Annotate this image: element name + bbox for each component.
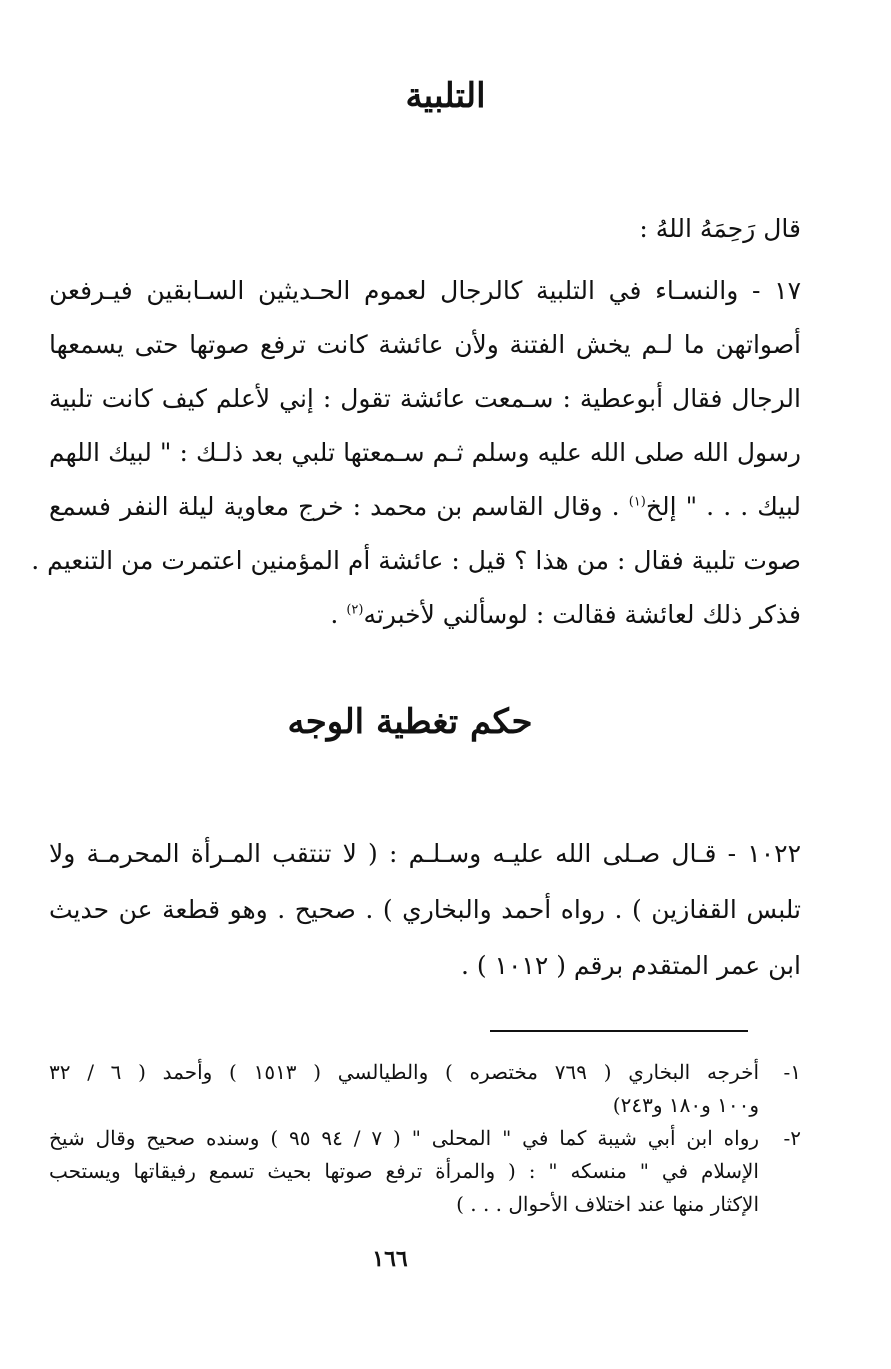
footnote-line: رواه ابن أبي شيبة كما في " المحلى " ( ٧ / ٩٤ ٩٥ ) وسنده صحيح وقال شيخ (49, 1126, 760, 1150)
paragraph-1022 (49, 826, 801, 994)
line-text: لبيك . . . " إلخ (645, 492, 801, 521)
paragraph-line: ١٧ - والنسـاء في التلبية كالرجال لعموم الحـديثين السـابقين فيـرفعن (49, 276, 801, 305)
paragraph-line (49, 480, 801, 534)
intro-line: قال رَحِمَهُ اللهُ : (639, 214, 801, 243)
footnote-number: ١- (783, 1060, 801, 1084)
footnote-ref-2: (٢) (346, 602, 364, 618)
paragraph-line (49, 588, 801, 642)
paragraph-17 (31, 264, 801, 642)
footnote-2 (49, 1122, 801, 1221)
section-title-talbiya: التلبية (405, 76, 486, 116)
paragraph-line: تلبس القفازين ) . رواه أحمد والبخاري ) . صحيح . وهو قطعة عن حديث (49, 895, 801, 924)
section-title-face-covering: حكم تغطية الوجه (287, 702, 533, 742)
paragraph-line: أصواتهن ما لـم يخش الفتنة ولأن عائشة كانت ترفع صوتها حتى يسمعها (49, 330, 801, 359)
footnote-1 (49, 1056, 801, 1122)
footnote-line: و١٠٠ و١٨٠ و٢٤٣) (612, 1093, 759, 1117)
paragraph-line: ابن عمر المتقدم برقم ( ١٠١٢ ) . (460, 951, 801, 980)
footnote-ref-1: (١) (628, 494, 646, 510)
footnote-number: ٢- (783, 1126, 801, 1150)
page-number: ١٦٦ (372, 1246, 408, 1272)
paragraph-line: ١٠٢٢ - قـال صـلى الله عليـه وسـلـم : ( لا تنتقب المـرأة المحرمـة ولا (49, 839, 801, 868)
paragraph-line: صوت تلبية فقال : من هذا ؟ قيل : عائشة أم المؤمنين اعتمرت من التنعيم . (31, 546, 801, 575)
footnote-line: أخرجه البخاري ( ٧٦٩ مختصره ) والطيالسي ( ١٥١٣ ) وأحمد ( ٦ / ٣٢ (49, 1060, 760, 1084)
line-text: . وقال القاسم بن محمد : خرج معاوية ليلة النفر فسمع (49, 492, 629, 521)
footnotes (49, 1056, 801, 1221)
line-text: . (330, 600, 347, 629)
paragraph-line: رسول الله صلى الله عليه وسلم ثـم سـمعتها تلبي بعد ذلـك : " لبيك اللهم (49, 438, 801, 467)
footnote-line: الإكثار منها عند اختلاف الأحوال . . . ) (456, 1192, 759, 1216)
line-text: فذكر ذلك لعائشة فقالت : لوسألني لأخبرته (363, 600, 801, 629)
footnote-line: الإسلام في " منسكه " : ( والمرأة ترفع صوتها بحيث تسمع رفيقاتها ويستحب (49, 1159, 759, 1183)
paragraph-line: الرجال فقال أبوعطية : سـمعت عائشة تقول : إني لأعلم كيف كانت تلبية (49, 384, 801, 413)
footnote-divider (490, 1030, 748, 1032)
